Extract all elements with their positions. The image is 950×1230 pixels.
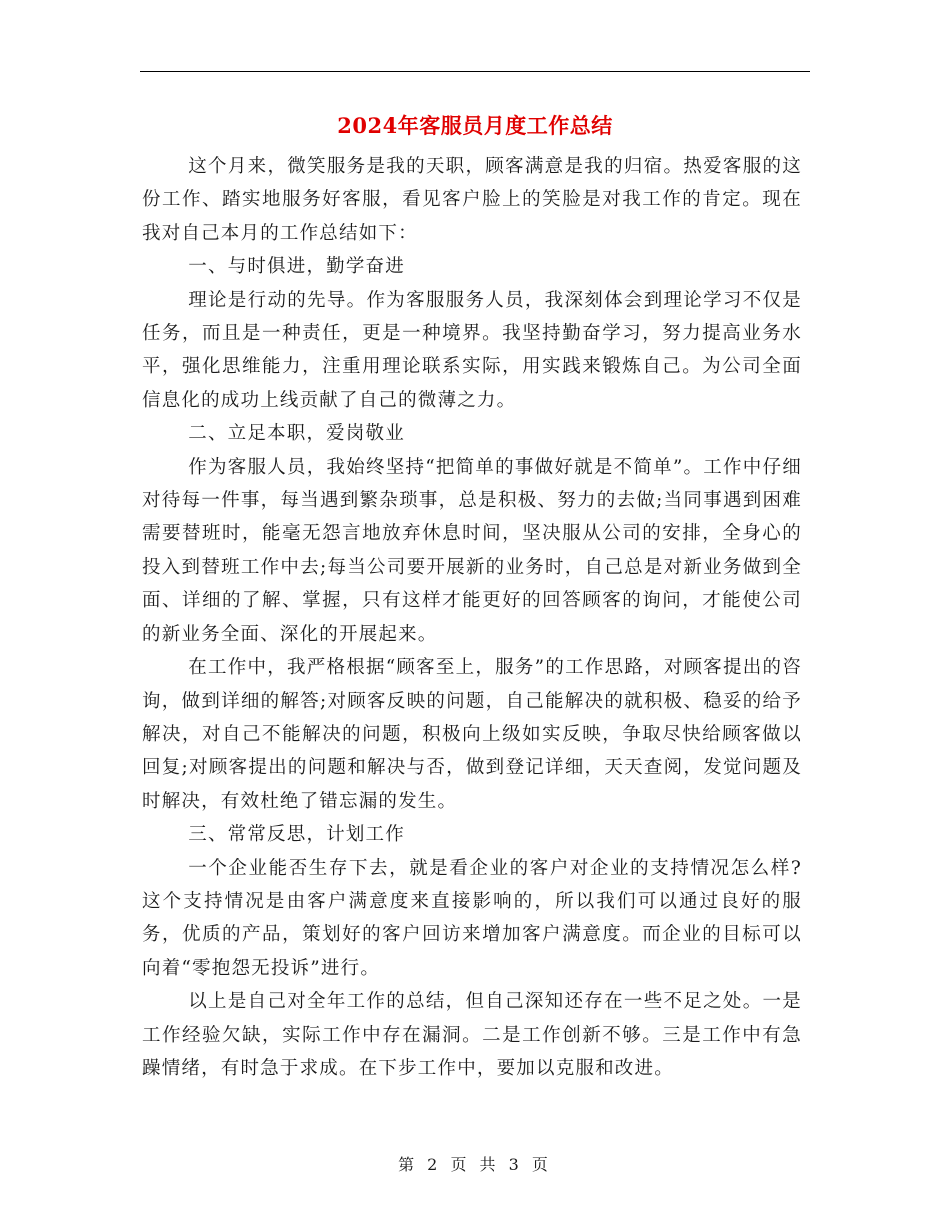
document-body <box>142 150 802 1085</box>
page-number: 第 2 页 共 3 页 <box>398 1155 552 1174</box>
paragraph-intro: 这个月来，微笑服务是我的天职，顾客满意是我的归宿。热爱客服的这份工作、踏实地服务好客服，看见客户脸上的笑脸是对我工作的肯定。现在我对自己本月的工作总结如下： <box>142 156 802 244</box>
paragraph-conclusion: 以上是自己对全年工作的总结，但自己深知还存在一些不足之处。一是工作经验欠缺，实际工作中存在漏洞。二是工作创新不够。三是工作中有急躁情绪，有时急于求成。在下步工作中，要加以克服和改进。 <box>142 991 802 1079</box>
paragraph-section-2a: 作为客服人员，我始终坚持“把简单的事做好就是不简单”。工作中仔细对待每一件事，每当遇到繁杂琐事，总是积极、努力的去做;当同事遇到困难需要替班时，能毫无怨言地放弃休息时间，坚决服从公司的安排，全身心的投入到替班工作中去;每当公司要开展新的业务时，自己总是对新业务做到全面、详细的了解、掌握，只有这样才能更好的回答顾客的询问，才能使公司的新业务全面、深化的开展起来。 <box>142 456 802 645</box>
paragraph-section-1: 理论是行动的先导。作为客服服务人员，我深刻体会到理论学习不仅是任务，而且是一种责任，更是一种境界。我坚持勤奋学习，努力提高业务水平，强化思维能力，注重用理论联系实际，用实践来锻炼自己。为公司全面信息化的成功上线贡献了自己的微薄之力。 <box>142 289 802 411</box>
section-heading-3: 三、常常反思，计划工作 <box>188 824 405 846</box>
header-rule <box>140 71 810 72</box>
section-heading-1: 一、与时俱进，勤学奋进 <box>188 256 405 278</box>
paragraph-section-3: 一个企业能否生存下去，就是看企业的客户对企业的支持情况怎么样?这个支持情况是由客户满意度来直接影响的，所以我们可以通过良好的服务，优质的产品，策划好的客户回访来增加客户满意度。而企业的目标可以向着“零抱怨无投诉”进行。 <box>142 857 802 979</box>
document-title: 2024年客服员月度工作总结 <box>337 113 613 138</box>
section-heading-2: 二、立足本职，爱岗敬业 <box>188 423 405 445</box>
paragraph-section-2b: 在工作中，我严格根据“顾客至上，服务”的工作思路，对顾客提出的咨询，做到详细的解答;对顾客反映的问题，自己能解决的就积极、稳妥的给予解决，对自己不能解决的问题，积极向上级如实反映，争取尽快给顾客做以回复;对顾客提出的问题和解决与否，做到登记详细，天天查阅，发觉问题及时解决，有效杜绝了错忘漏的发生。 <box>142 657 802 812</box>
